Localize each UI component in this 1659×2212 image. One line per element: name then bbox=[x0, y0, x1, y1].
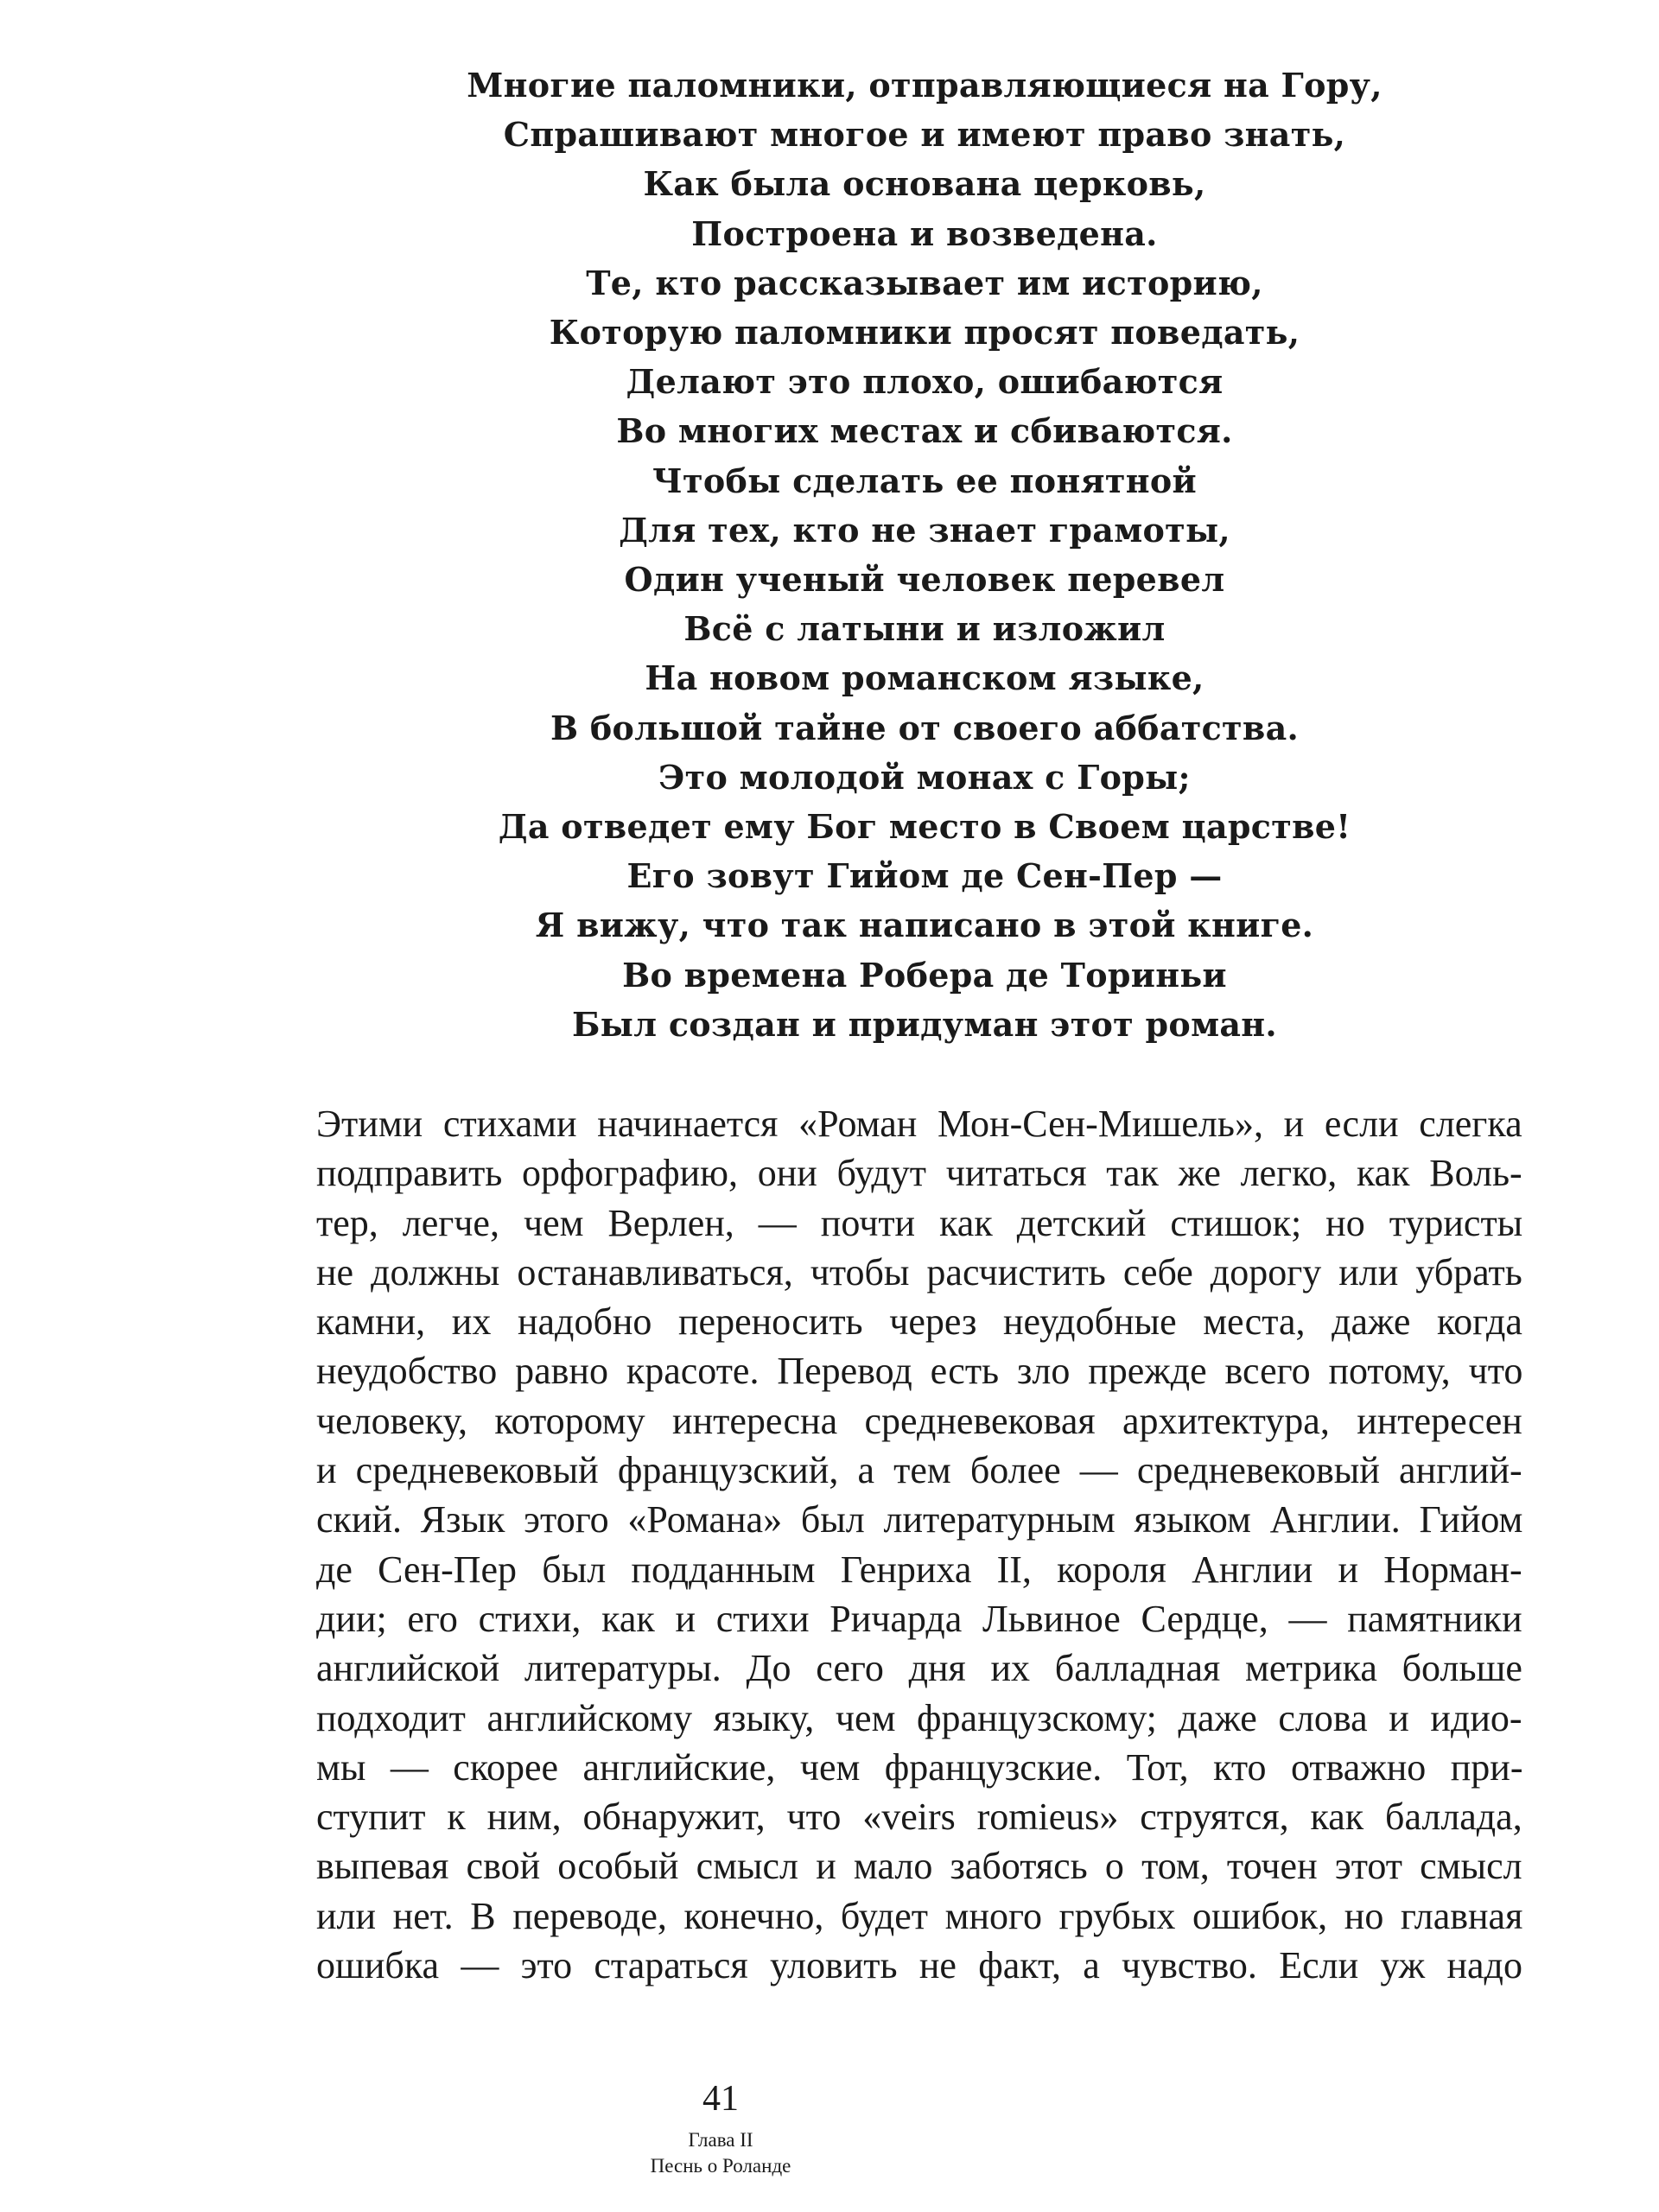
prose-line: или нет. В переводе, конечно, будет много грубых ошибок, но главная bbox=[316, 1894, 1523, 1937]
verse-line: Всё с латыни и изложил bbox=[683, 609, 1166, 649]
prose-line: ступит к ним, обнаружит, что «veirs romieus» струятся, как баллада, bbox=[316, 1796, 1522, 1839]
prose-line: камни, их надобно переносить через неудобные места, даже когда bbox=[316, 1300, 1522, 1344]
verse-line: Во времена Робера де Ториньи bbox=[622, 955, 1227, 995]
prose-line: неудобство равно красоте. Перевод есть зло прежде всего потому, что bbox=[316, 1350, 1523, 1393]
verse-block bbox=[415, 60, 1434, 1049]
verse-line: Это молодой монах с Горы; bbox=[658, 757, 1191, 797]
prose-line: английской литературы. До сего дня их балладная метрика больше bbox=[316, 1647, 1522, 1690]
page-number: 41 bbox=[702, 2079, 739, 2119]
verse-line: Во многих местах и сбиваются. bbox=[616, 411, 1233, 451]
verse-line: В большой тайне от своего аббатства. bbox=[550, 708, 1300, 747]
verse-line: Чтобы сделать ее понятной bbox=[652, 461, 1197, 500]
verse-line: Как была основана церковь, bbox=[643, 164, 1206, 204]
prose-line: тер, легче, чем Верлен, — почти как детский стишок; но туристы bbox=[316, 1201, 1523, 1244]
verse-line: Спрашивают многое и имеют право знать, bbox=[503, 115, 1346, 155]
prose-line: Этими стихами начинается «Роман Мон-Сен-Мишель», и если слегка bbox=[316, 1103, 1522, 1145]
verse-line: Да отведет ему Бог место в Своем царстве! bbox=[498, 807, 1351, 847]
verse-line: Те, кто рассказывает им историю, bbox=[586, 263, 1263, 302]
prose-line: не должны останавливаться, чтобы расчистить себе дорогу или убрать bbox=[316, 1250, 1522, 1294]
verse-line: Многие паломники, отправляющиеся на Гору, bbox=[467, 66, 1382, 105]
running-footer-chapter: Глава II bbox=[688, 2129, 753, 2151]
prose-line: ошибка — это стараться уловить не факт, а чувство. Если уж надо bbox=[316, 1944, 1522, 1987]
prose-line: мы — скорее английские, чем французские. Тот, кто отважно при- bbox=[316, 1745, 1523, 1789]
prose-line: подправить орфографию, они будут читаться так же легко, как Воль- bbox=[316, 1152, 1522, 1195]
prose-line: де Сен-Пер был подданным Генриха II, короля Англии и Норман- bbox=[316, 1548, 1522, 1591]
prose-line: выпевая свой особый смысл и мало заботясь о том, точен этот смысл bbox=[316, 1845, 1522, 1888]
verse-line: Построена и возведена. bbox=[691, 213, 1158, 253]
prose-line: дии; его стихи, как и стихи Ричарда Львиное Сердце, — памятники bbox=[316, 1597, 1522, 1640]
prose-line: подходит английскому языку, чем французскому; даже слова и идио- bbox=[316, 1696, 1522, 1739]
verse-line: Для тех, кто не знает грамоты, bbox=[619, 510, 1230, 550]
prose-paragraph bbox=[316, 1099, 1522, 1990]
verse-line: Был создан и придуман этот роман. bbox=[572, 1004, 1277, 1044]
verse-line: Я вижу, что так написано в этой книге. bbox=[535, 906, 1314, 945]
verse-line: Один ученый человек перевел bbox=[624, 560, 1225, 600]
verse-line: На новом романском языке, bbox=[645, 658, 1205, 698]
prose-line: ский. Язык этого «Романа» был литературным языком Англии. Гийом bbox=[316, 1498, 1523, 1541]
verse-line: Его зовут Гийом де Сен-Пер — bbox=[626, 856, 1223, 896]
verse-line: Которую паломники просят поведать, bbox=[549, 313, 1300, 353]
prose-line: и средневековый французский, а тем более — средневековый англий- bbox=[316, 1449, 1522, 1492]
running-footer-title: Песнь о Роланде bbox=[650, 2155, 791, 2177]
prose-line: человеку, которому интересна средневековая архитектура, интересен bbox=[316, 1399, 1522, 1442]
verse-line: Делают это плохо, ошибаются bbox=[626, 362, 1224, 402]
